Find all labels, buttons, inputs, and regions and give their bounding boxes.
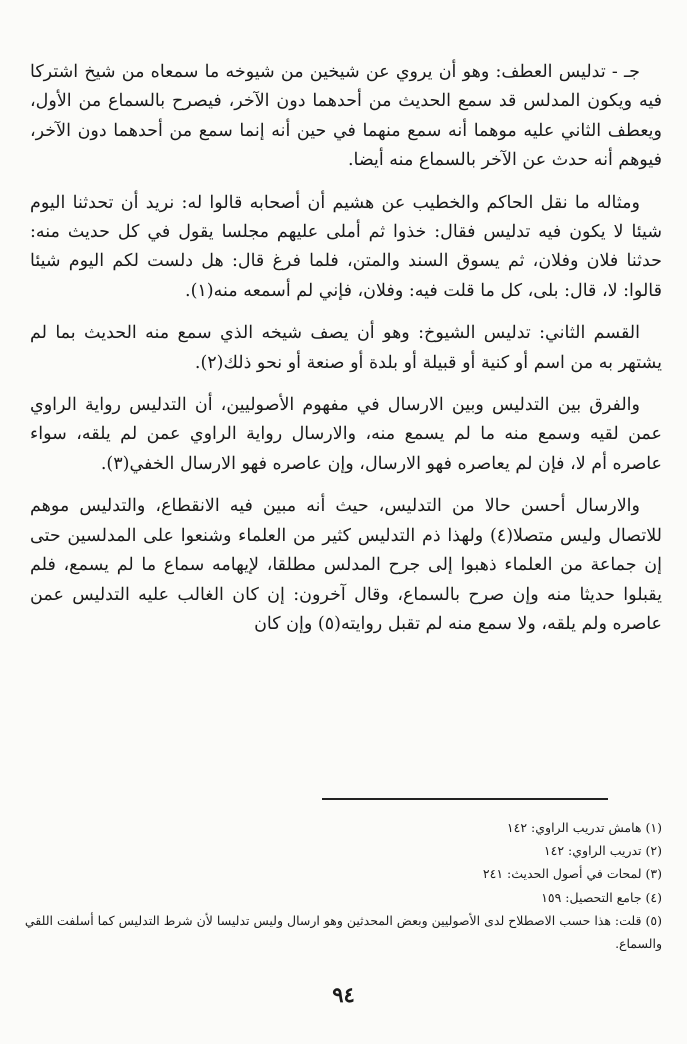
paragraph-atf-tadlis: جـ - تدليس العطف: وهو أن يروي عن شيخين من شيوخه ما سمعاه من شيخ اشتركا فيه ويكون المدلس قد سمع الحديث من أحدهما دون الآخر، فيصرح بالسماع من الأول، ويعطف الثاني عليه موهما أنه سمع منهما في حين أنه إنما سمع من أحدهما دون الآخر، فيوهم أنه حدث عن الآخر بالسماع منه أيضا. bbox=[30, 62, 662, 171]
footnote-2: (٢) تدريب الراوي: ١٤٢ bbox=[543, 843, 662, 859]
paragraph-example-hushaym: ومثاله ما نقل الحاكم والخطيب عن هشيم أن أصحابه قالوا له: نريد أن تحدثنا اليوم شيئا لا يكون فيه تدليس فقال: خذوا ثم أملى عليهم مجلسا يقول في كل حديث منه: حدثنا فلان وفلان، ثم يسوق السند والمتن، فلما فرغ قال: هل دلست لكم اليوم شيئا قالوا: لا، قال: بلى، كل ما قلت فيه: وفلان، فإني لم أسمعه منه(١). bbox=[30, 192, 662, 301]
footnote-1: (١) هامش تدريب الراوي: ١٤٢ bbox=[506, 820, 662, 835]
paragraph-tadlis-shuyukh: القسم الثاني: تدليس الشيوخ: وهو أن يصف شيخه الذي سمع منه الحديث بما لم يشتهر به من اسم أو كنية أو قبيلة أو بلدة أو صنعة أو نحو ذلك(٢). bbox=[30, 323, 662, 373]
page-number: ٩٤ bbox=[332, 982, 355, 1007]
footnote-5: (٥) قلت: هذا حسب الاصطلاح لدى الأصوليين وبعض المحدثين وهو ارسال وليس تدليسا لأن شرط التدليس كما أسلفت اللقي والسماع. bbox=[24, 912, 662, 952]
paragraph-irsal-better: والارسال أحسن حالا من التدليس، حيث أنه مبين فيه الانقطاع، والتدليس موهم للاتصال وليس متصلا(٤) ولهذا ذم التدليس كثير من العلماء وشنعوا على المدلسين حتى إن جماعة من العلماء ذهبوا إلى جرح المدلس مطلقا، لإيهامه سماع ما لم يسمع، فلم يقبلوا حديثا منه وإن صرح بالسماع، وقال آخرون: إن كان الغالب عليه التدليس عمن عاصره ولم يلقه، ولا سمع منه لم تقبل روايته(٥) وإن كان bbox=[30, 496, 662, 634]
footnote-4: (٤) جامع التحصيل: ١٥٩ bbox=[541, 889, 662, 905]
footnotes bbox=[22, 816, 662, 955]
paragraph-tadlis-vs-irsal: والفرق بين التدليس وبين الارسال في مفهوم الأصوليين، أن التدليس رواية الراوي عمن لقيه وسمع منه ما لم يسمع منه، والارسال رواية الراوي عمن لم يلقه، سواء عاصره أم لا، فإن لم يعاصره فهو الارسال، وإن عاصره فهو الارسال الخفي(٣). bbox=[30, 395, 662, 474]
footnote-separator bbox=[322, 798, 608, 800]
page-body bbox=[30, 58, 662, 652]
footnote-3: (٣) لمحات في أصول الحديث: ٢٤١ bbox=[482, 866, 662, 882]
